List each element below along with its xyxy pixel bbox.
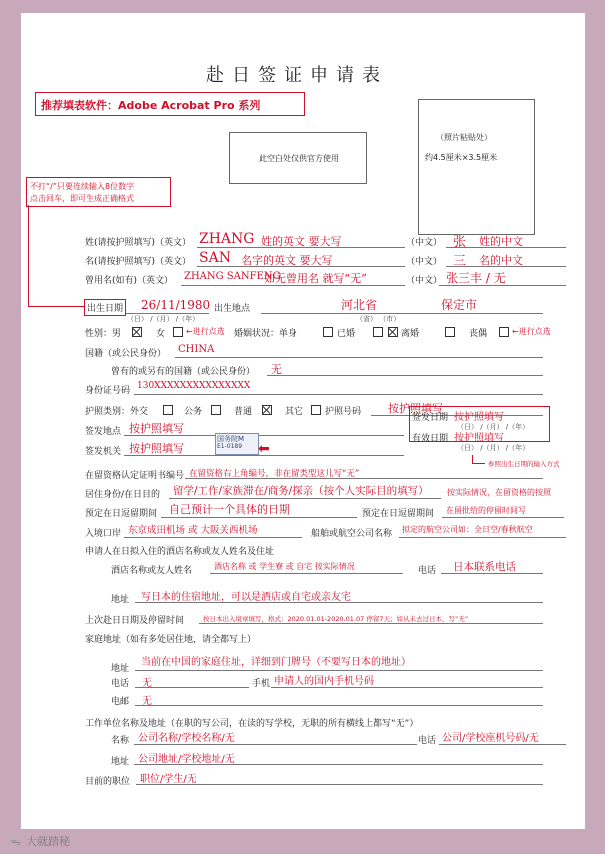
expiry-label: 有效日期 [412, 434, 449, 444]
issuer-stamp-line1: 国务院M [217, 435, 245, 443]
stay-line [442, 517, 564, 518]
issue-place-label: 签发地点 [85, 427, 122, 437]
marital-label: 婚姻状况：单身 [234, 329, 298, 339]
work-addr-line [134, 764, 543, 765]
birthplace-city[interactable]: 保定市 [441, 298, 478, 312]
divorced-extra-checkbox[interactable] [445, 327, 455, 337]
birthplace-line [261, 313, 543, 314]
id-line [134, 394, 543, 395]
official-use-label: 此空白处仅供官方使用 [259, 154, 339, 163]
coe-label: 在留资格认定证明书编号 [85, 471, 185, 481]
former-cn-label: （中文） [406, 276, 443, 286]
surname-cn-line [446, 247, 566, 248]
widowed-checkbox[interactable] [499, 327, 509, 337]
mobile-line [271, 687, 543, 688]
nationality-line [175, 357, 543, 358]
single-checkbox[interactable] [323, 327, 333, 337]
official-checkbox[interactable] [211, 405, 221, 415]
position-label: 目前的职位 [85, 777, 131, 787]
given-note: 名字的英文 要大写 [241, 254, 333, 267]
former-nationality-label: 曾有的或另有的国籍（或公民身份） [111, 367, 256, 377]
id-label: 身份证号码 [85, 386, 131, 396]
work-tel-field[interactable]: 公司/学校座机号码/无 [442, 733, 539, 744]
married-label: 已婚 [337, 329, 356, 339]
female-checkbox[interactable] [173, 327, 183, 337]
home-tel-line [135, 687, 249, 688]
surname-cn-label: （中文） [406, 238, 443, 248]
former-nationality-line [267, 375, 543, 376]
given-field[interactable]: SAN [199, 250, 231, 266]
software-tip: 推荐填表软件：Adobe Acrobat Pro 系列 [41, 99, 261, 112]
work-name-line [134, 744, 417, 745]
form-title: 赴日签证申请表 [206, 65, 388, 86]
hotel-tel-field[interactable]: 日本联系电话 [453, 561, 516, 573]
home-tel-label: 电话 [111, 679, 130, 689]
given-line [197, 266, 405, 267]
photo-box[interactable] [418, 99, 535, 235]
given-cn-note: 名的中文 [479, 254, 523, 267]
port-label: 入境口岸 [85, 529, 122, 539]
expiry-hint: （日） /（月） /（年） [457, 444, 530, 452]
issue-date-label: 签发日期 [412, 413, 449, 423]
surname-field[interactable]: ZHANG [199, 231, 255, 247]
passport-number-label: 护照号码 [325, 407, 362, 417]
issue-date-hint: （日） /（月） /（年） [457, 423, 530, 431]
other-label: 其它 [285, 407, 304, 417]
former-cn-line [439, 285, 566, 286]
last-visit-line [199, 623, 543, 624]
hotel-addr-label: 地址 [111, 595, 130, 605]
dob-connector [28, 306, 84, 307]
former-label: 曾用名(如有)（英文） [85, 276, 174, 286]
mobile-label: 手机 [252, 679, 271, 689]
work-tel-label: 电话 [418, 736, 437, 746]
stay-field[interactable]: 在留批给的停留时间写 [446, 506, 526, 515]
photo-label: （照片粘贴处） [436, 133, 492, 142]
given-cn-line [446, 266, 566, 267]
ordinary-label: 普通 [234, 407, 253, 417]
nationality-label: 国籍（或公民身份） [85, 349, 167, 359]
purpose-line [169, 498, 441, 499]
divorced-checkbox[interactable] [388, 327, 398, 337]
purpose-label: 居住身份/在日目的 [85, 490, 161, 500]
former-line [181, 285, 405, 286]
surname-cn-note: 姓的中文 [479, 235, 523, 248]
birthplace-province[interactable]: 河北省 [341, 298, 378, 312]
former-field[interactable]: ZHANG SANFENG [184, 271, 281, 282]
issuer-stamp-line2: E1-0189 [217, 443, 243, 450]
issue-date-field[interactable]: 按护照填写 [454, 412, 504, 423]
expiry-tip: 参照出生日期的输入方式 [488, 460, 560, 468]
former-note: 如无曾用名 就写“无” [264, 272, 367, 285]
passport-number-field[interactable]: 按护照填写 [388, 402, 443, 415]
coe-line [185, 478, 543, 479]
stamp-arrow-icon: ⬅ [258, 441, 270, 457]
email-field[interactable]: 无 [142, 696, 152, 707]
issuer-label: 签发机关 [85, 447, 122, 457]
slash-tip-line2: 点击回车，即可生成正确格式 [30, 194, 134, 203]
given-label: 名(请按护照填写)（英文） [85, 257, 192, 267]
watermark-icon: ᯓ [10, 835, 21, 848]
work-name-label: 名称 [111, 736, 130, 746]
male-checkbox[interactable] [132, 327, 142, 337]
gender-label: 性别：男 [85, 329, 122, 339]
former-cn-field[interactable]: 张三丰 / 无 [446, 271, 506, 285]
home-header: 家庭地址（如有多处居住地，请全都写上） [85, 635, 257, 645]
surname-cn-field[interactable]: 张 [453, 235, 467, 250]
arrival-label: 预定在日逗留期间 [85, 509, 158, 519]
arrival-field[interactable]: 自己预计一个具体的日期 [169, 503, 290, 516]
dob-label: 出生日期 [87, 304, 124, 314]
arrival-line [161, 517, 357, 518]
expiry-field[interactable]: 按护照填写 [454, 433, 504, 444]
nationality-field[interactable]: CHINA [178, 344, 215, 355]
marital-tip: ←进行点选 [512, 327, 551, 336]
stay-label: 预定在日逗留期间 [362, 509, 435, 519]
slash-tip-line1: 不打“/”只要连续输入8位数字 [30, 182, 135, 191]
hotel-addr-field[interactable]: 写日本的住宿地址，可以是酒店或自宅或亲友宅 [141, 592, 351, 603]
issue-place-line [124, 435, 404, 436]
purpose-field[interactable]: 留学/工作/家族滞在/商务/探亲（按个人实际目的填写） [173, 485, 429, 497]
hotel-tel-line [441, 573, 543, 574]
airline-field[interactable]: 拟定的航空公司如：全日空/春秋航空 [402, 525, 533, 534]
home-addr-line [135, 670, 543, 671]
photo-size: 约4.5厘米×3.5厘米 [425, 153, 498, 162]
female-label: 女 [156, 329, 166, 339]
given-cn-label: （中文） [406, 257, 443, 267]
airline-label: 船舶或航空公司名称 [311, 529, 393, 539]
official-label: 公务 [184, 407, 203, 417]
position-line [136, 784, 543, 785]
dob-field[interactable]: 26/11/1980 [141, 298, 211, 312]
id-field[interactable]: 130XXXXXXXXXXXXXXX [137, 381, 251, 391]
dob-hint: （日） /（月） /（年） [127, 315, 200, 323]
work-tel-line [439, 744, 566, 745]
former-nationality-field[interactable]: 无 [271, 363, 282, 376]
diplomatic-checkbox[interactable] [163, 405, 173, 415]
expiry-connector [472, 463, 485, 464]
hotel-field[interactable]: 酒店名称 或 学生寮 或 自宅 按实际情况 [214, 562, 355, 571]
work-addr-label: 地址 [111, 757, 130, 767]
email-line [135, 705, 543, 706]
home-addr-label: 地址 [111, 664, 130, 674]
surname-line [197, 247, 405, 248]
email-label: 电邮 [111, 697, 130, 707]
position-field[interactable]: 职位/学生/无 [140, 774, 197, 785]
dob-connector-vertical [28, 205, 29, 306]
home-tel-field[interactable]: 无 [142, 678, 152, 689]
hotel-header: 申请人在日拟入住的酒店名称或友人姓名及住址 [85, 547, 275, 557]
last-visit-field[interactable]: 按日本出入境章填写，格式：2020.01.01-2020.01.07 停留7天；如从未去过日本，写“无” [203, 615, 469, 623]
hotel-label: 酒店名称或友人姓名 [111, 566, 193, 576]
issuer-field[interactable]: 按护照填写 [129, 442, 184, 455]
surname-note: 姓的英文 要大写 [261, 235, 342, 248]
application-form [21, 13, 585, 829]
other-checkbox[interactable] [311, 405, 321, 415]
divorced-label: 离婚 [401, 329, 420, 339]
widowed-label: 丧偶 [469, 329, 488, 339]
work-header: 工作单位名称及地址（在职的写公司，在读的写学校，无职的所有横线上都写“无”） [85, 719, 419, 729]
port-line [124, 537, 302, 538]
hotel-tel-label: 电话 [418, 566, 437, 576]
watermark: 大就踏秘 [26, 835, 70, 848]
home-addr-field[interactable]: 当前在中国的家庭住址，详细到门牌号（不要写日本的地址） [141, 657, 411, 668]
purpose-note: 按实际情况，在留资格的按照 [447, 488, 551, 497]
airline-line [399, 537, 566, 538]
gender-tip: ←进行点选 [186, 327, 225, 336]
hotel-addr-line [135, 602, 543, 603]
last-visit-label: 上次赴日日期及停留时间 [85, 616, 185, 626]
work-addr-field[interactable]: 公司地址/学校地址/无 [138, 754, 235, 765]
mobile-field[interactable]: 申请人的国内手机号码 [274, 676, 374, 687]
issue-place-field[interactable]: 按护照填写 [129, 422, 184, 435]
hotel-line [210, 573, 403, 574]
passport-type-label: 护照类别：外交 [85, 407, 149, 417]
birthplace-hint: （省） （市） [356, 315, 401, 323]
work-name-field[interactable]: 公司名称/学校名称/无 [138, 733, 235, 744]
ordinary-checkbox[interactable] [262, 405, 272, 415]
birthplace-label: 出生地点 [214, 304, 251, 314]
given-cn-field[interactable]: 三 [453, 254, 467, 269]
surname-label: 姓(请按护照填写)（英文） [85, 238, 192, 248]
married-checkbox[interactable] [373, 327, 383, 337]
coe-field[interactable]: 在留资格右上角编号，非在留类型这儿写“无” [189, 469, 360, 479]
port-field[interactable]: 东京成田机场 或 大阪关西机场 [128, 525, 258, 536]
